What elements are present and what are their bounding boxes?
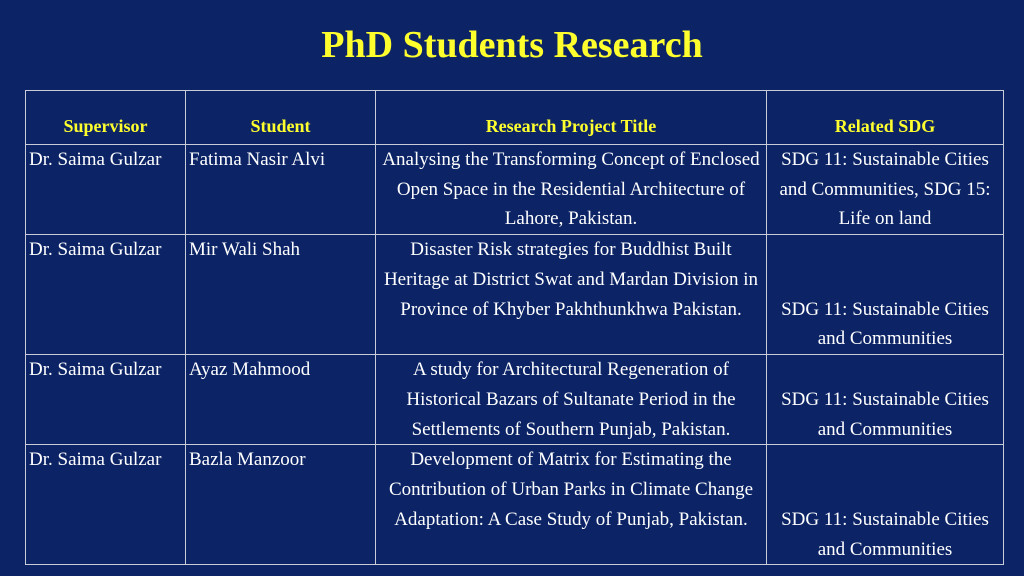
supervisor-cell: Dr. Saima Gulzar	[26, 145, 186, 235]
header-related-sdg: Related SDG	[767, 91, 1004, 145]
supervisor-cell: Dr. Saima Gulzar	[26, 355, 186, 445]
header-research-title: Research Project Title	[376, 91, 767, 145]
student-cell: Fatima Nasir Alvi	[186, 145, 376, 235]
sdg-cell: SDG 11: Sustainable Cities and Communities	[767, 235, 1004, 355]
supervisor-cell: Dr. Saima Gulzar	[26, 235, 186, 355]
sdg-cell: SDG 11: Sustainable Cities and Communities	[767, 355, 1004, 445]
table-row	[26, 145, 1004, 235]
research-title-cell: Analysing the Transforming Concept of Enclosed Open Space in the Residential Architecture of Lahore, Pakistan.	[376, 145, 767, 235]
research-title-cell: A study for Architectural Regeneration of Historical Bazars of Sultanate Period in the Settlements of Southern Punjab, Pakistan.	[376, 355, 767, 445]
header-supervisor: Supervisor	[26, 91, 186, 145]
research-table	[25, 90, 1004, 565]
research-title-cell: Development of Matrix for Estimating the Contribution of Urban Parks in Climate Change Adaptation: A Case Study of Punjab, Pakistan.	[376, 445, 767, 565]
research-title-cell: Disaster Risk strategies for Buddhist Built Heritage at District Swat and Mardan Division in Province of Khyber Pakhthunkhwa Pakistan.	[376, 235, 767, 355]
slide-title: PhD Students Research	[321, 24, 703, 66]
header-student: Student	[186, 91, 376, 145]
table-row	[26, 445, 1004, 565]
sdg-cell: SDG 11: Sustainable Cities and Communities	[767, 445, 1004, 565]
sdg-cell: SDG 11: Sustainable Cities and Communities, SDG 15: Life on land	[767, 145, 1004, 235]
student-cell: Ayaz Mahmood	[186, 355, 376, 445]
table-row	[26, 355, 1004, 445]
table-row	[26, 235, 1004, 355]
supervisor-cell: Dr. Saima Gulzar	[26, 445, 186, 565]
student-cell: Bazla Manzoor	[186, 445, 376, 565]
table-header-row	[26, 91, 1004, 145]
student-cell: Mir Wali Shah	[186, 235, 376, 355]
